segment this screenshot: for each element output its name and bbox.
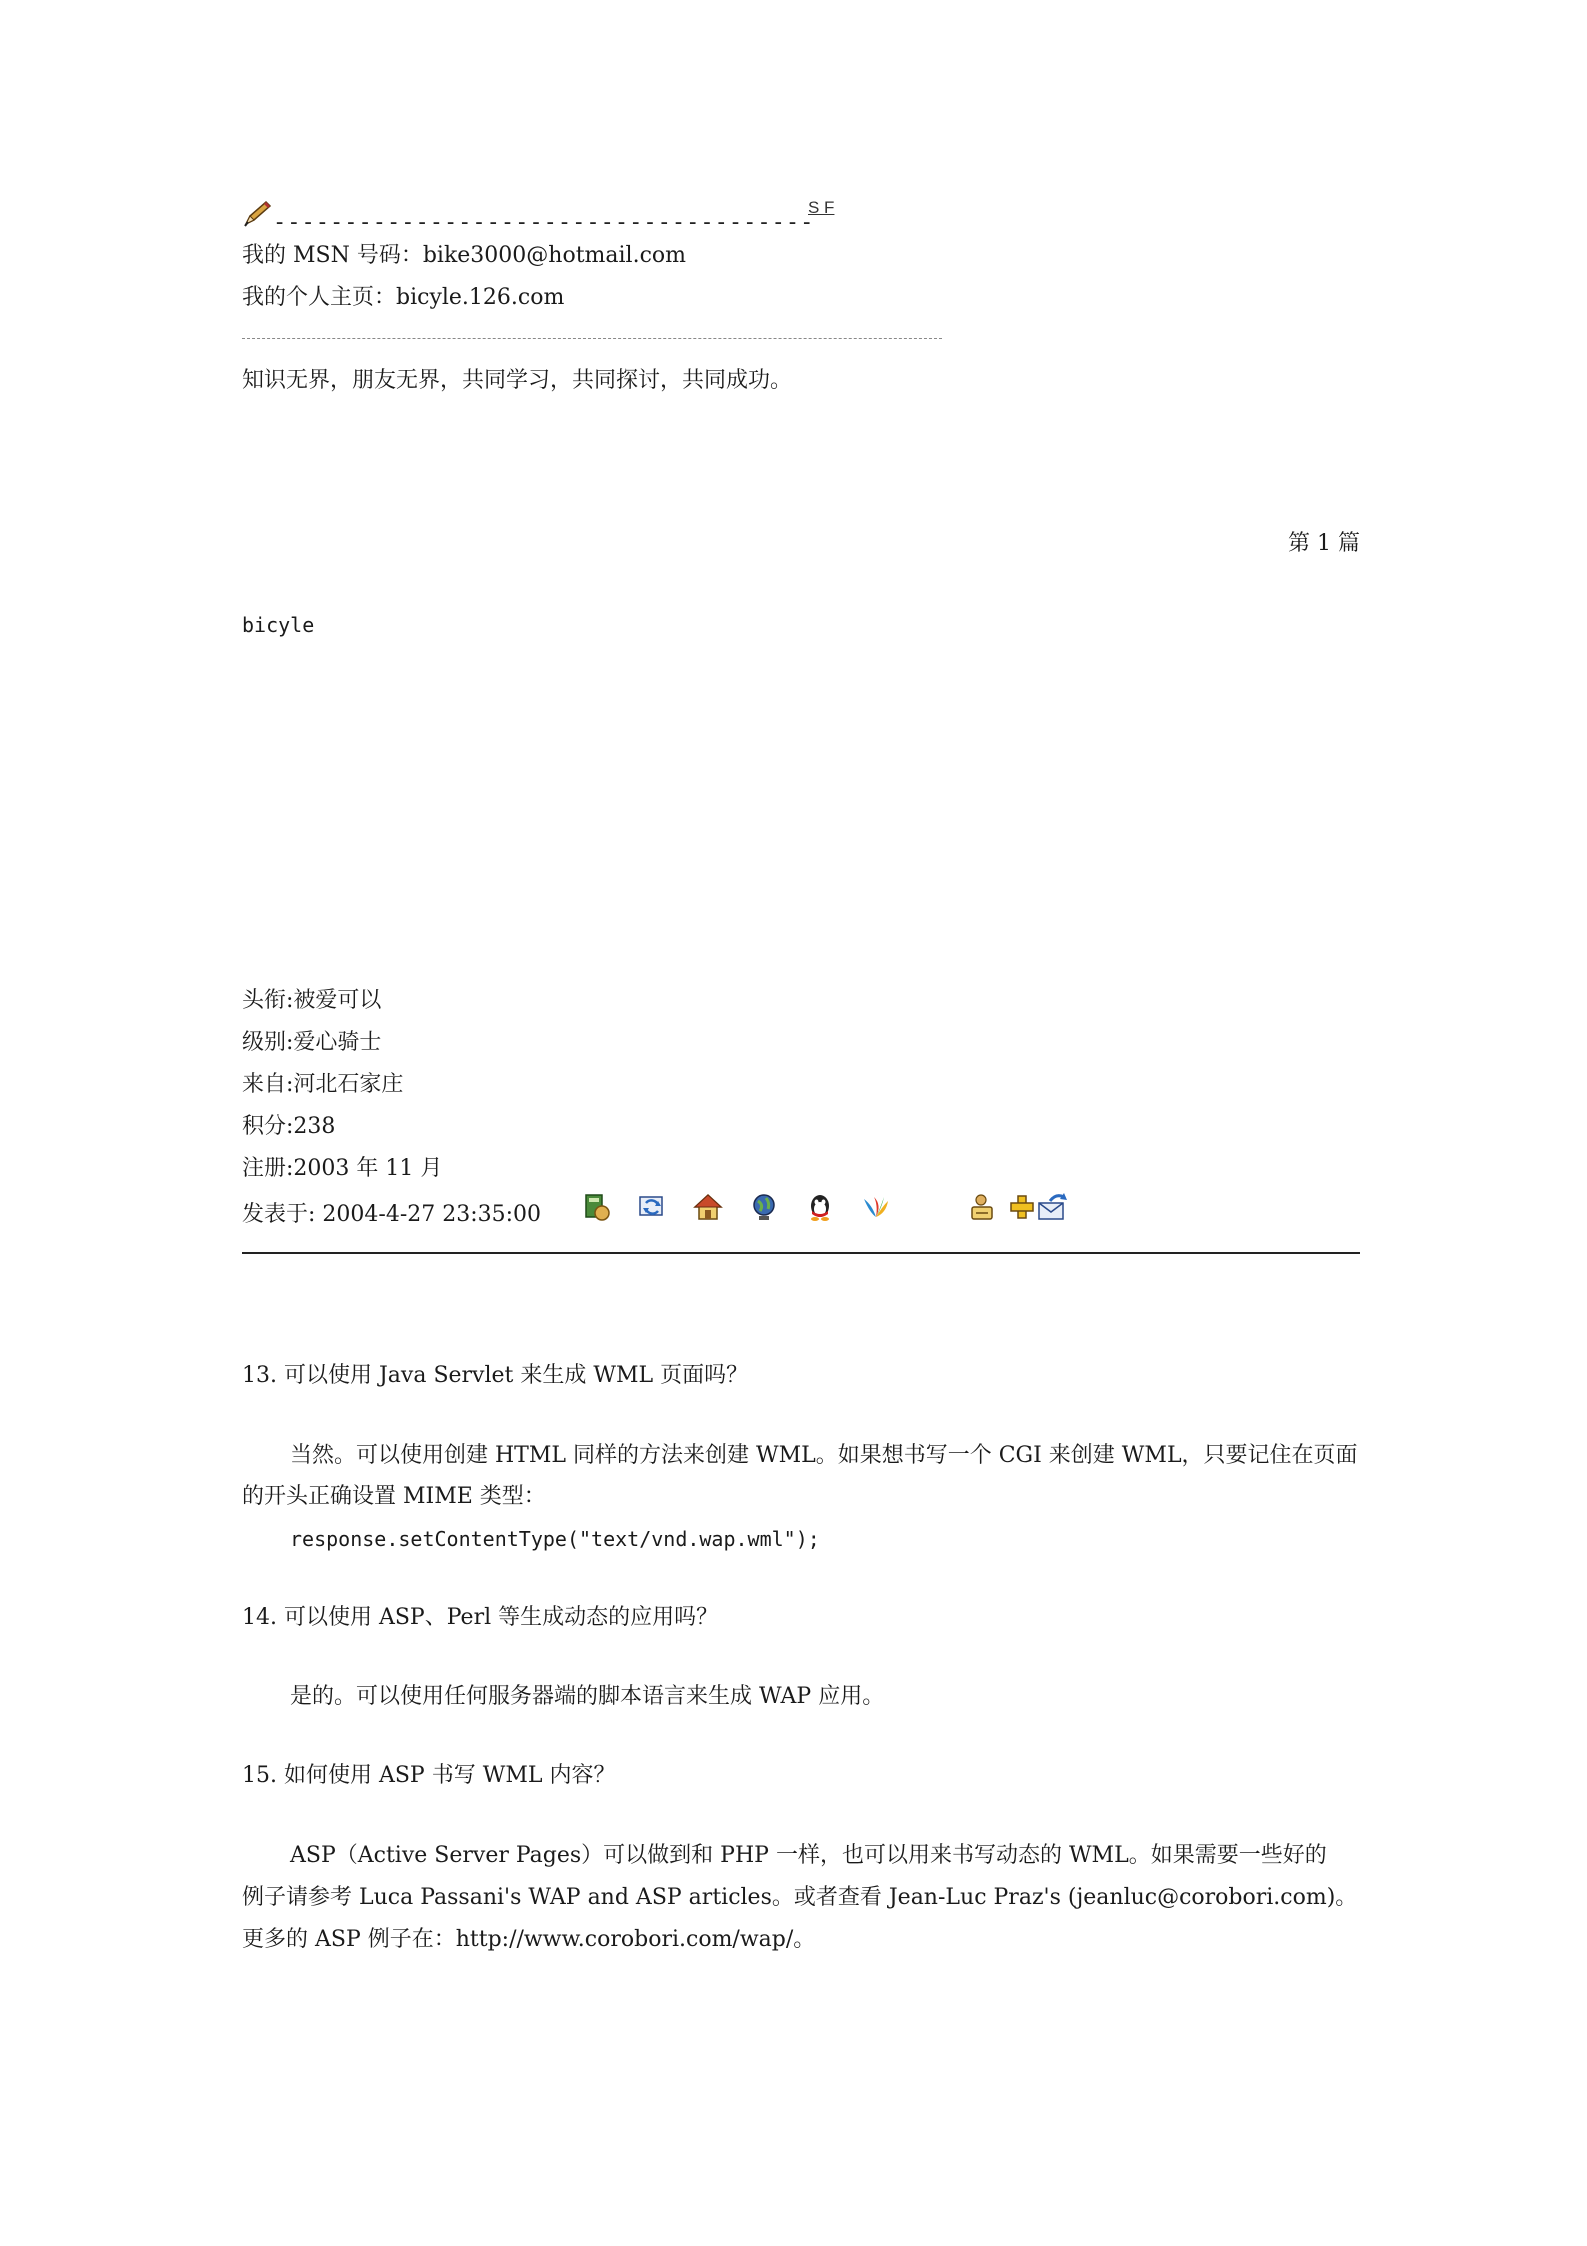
post-timestamp: 发表于: 2004-4-27 23:35:00 [242,1202,542,1227]
quote-icon[interactable] [966,1191,998,1223]
answer-15-line-1: ASP（Active Server Pages）可以做到和 PHP 一样，也可以用来书写动态的 WML。如果需要一些好的 [290,1843,1327,1868]
question-15: 15. 如何使用 ASP 书写 WML 内容？ [242,1763,616,1788]
author-name[interactable]: bicyle [242,613,315,637]
homepage-line: 我的个人主页：bicyle.126.com [242,285,565,310]
post-divider [242,1252,1360,1254]
globe-icon[interactable] [748,1191,780,1223]
profile-level: 级别:爱心骑士 [242,1030,382,1055]
profile-from: 来自:河北石家庄 [242,1072,404,1097]
profile-points: 积分:238 [242,1114,336,1139]
add-icon[interactable] [1006,1191,1038,1223]
profile-title: 头衔:被爱可以 [242,988,382,1013]
answer-15-line-3: 更多的 ASP 例子在：http://www.corobori.com/wap/。 [242,1927,816,1952]
pencil-icon [242,200,272,228]
motto-line: 知识无界，朋友无界，共同学习，共同探讨，共同成功。 [242,368,793,393]
profile-registered: 注册:2003 年 11 月 [242,1156,443,1181]
answer-14: 是的。可以使用任何服务器端的脚本语言来生成 WAP 应用。 [290,1684,885,1709]
signature-rule [242,338,942,339]
question-14: 14. 可以使用 ASP、Perl 等生成动态的应用吗？ [242,1605,719,1630]
post-number: 第 1 篇 [1288,531,1360,556]
answer-13-line-2: 的开头正确设置 MIME 类型： [242,1484,546,1509]
profile-icon[interactable] [580,1191,612,1223]
signature-mark: S F [808,198,835,217]
reply-icon[interactable] [1036,1191,1068,1223]
question-13: 13. 可以使用 Java Servlet 来生成 WML 页面吗？ [242,1363,749,1388]
answer-15-line-2: 例子请参考 Luca Passani's WAP and ASP articles。或者查看 Jean-Luc Praz's (jeanluc@corobori.com)。 [242,1885,1358,1910]
signature-divider: -------------------------------------- [273,210,815,235]
answer-13-code: response.setContentType("text/vnd.wap.wml"); [290,1527,820,1551]
msn-icon[interactable] [860,1191,892,1223]
msn-line: 我的 MSN 号码：bike3000@hotmail.com [242,243,687,268]
refresh-icon[interactable] [636,1191,668,1223]
answer-13-line-1: 当然。可以使用创建 HTML 同样的方法来创建 WML。如果想书写一个 CGI 来创建 WML，只要记住在页面 [290,1443,1358,1468]
qq-icon[interactable] [804,1191,836,1223]
home-icon[interactable] [692,1191,724,1223]
